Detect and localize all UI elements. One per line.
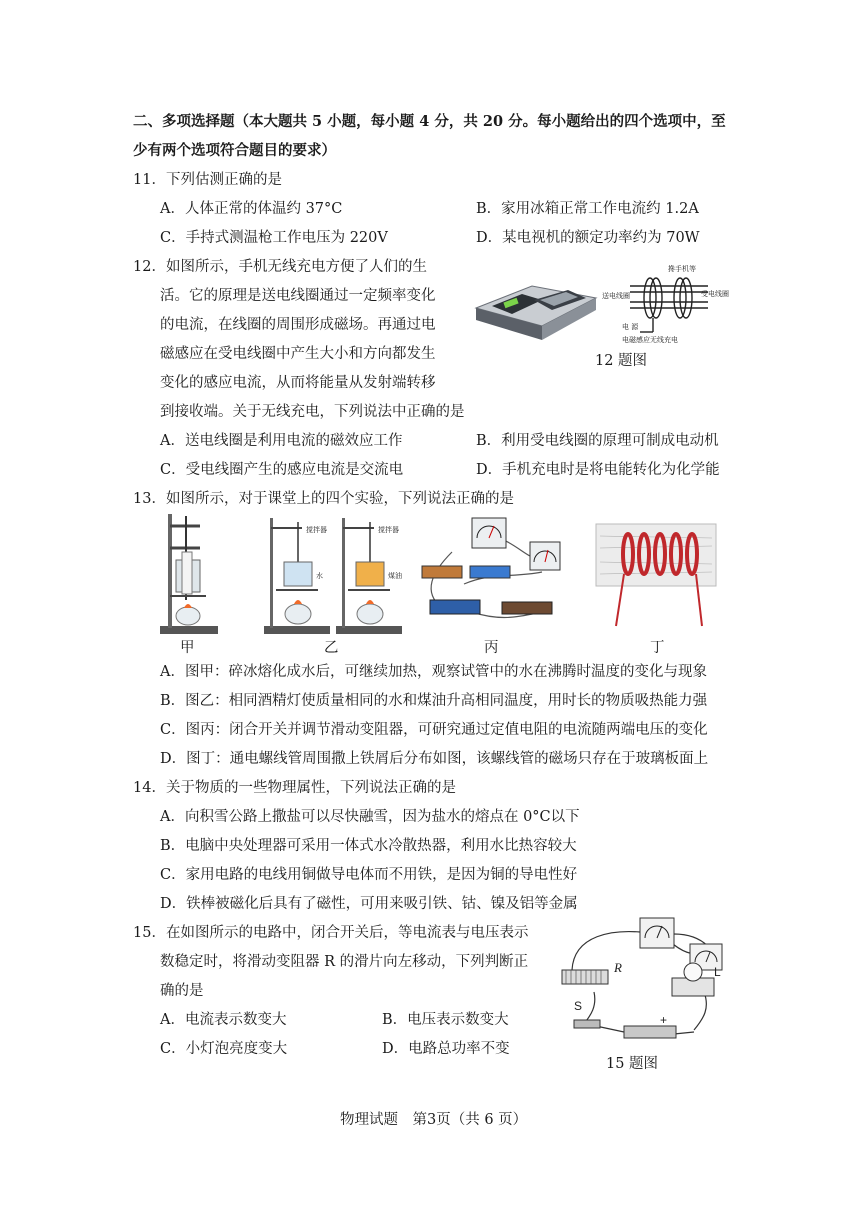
q12-stem-line5: 变化的感应电流，从而将能量从发射端转移: [160, 375, 436, 391]
circuit-figure: [554, 914, 730, 1054]
q15-option-d: D．电路总功率不变: [382, 1041, 510, 1057]
q12-stem-line2: 活。它的原理是送电线圈通过一定频率变化: [160, 288, 436, 304]
q12-stem-line4: 磁感应在受电线圈中产生大小和方向都发生: [160, 346, 436, 362]
experiment-yi-figure: [262, 516, 408, 636]
fig15-label-S: S: [574, 999, 583, 1013]
fig12-label-recv: 受电线圈: [701, 290, 729, 298]
q11-option-d: D．某电视机的额定功率约为 70W: [476, 230, 700, 246]
fig13-water-label: 水: [316, 572, 323, 580]
q11-option-c: C．手持式测温枪工作电压为 220V: [160, 230, 388, 246]
q15-stem-line2: 数稳定时，将滑动变阻器 R 的滑片向左移动，下列判断正: [160, 954, 529, 970]
fig13-stirrer-label-2: 搅拌器: [378, 526, 399, 534]
q14-option-b: B．电脑中央处理器可采用一体式水冷散热器，利用水比热容较大: [160, 838, 577, 854]
q12-figure-caption: 12 题图: [595, 353, 648, 369]
fig15-label-R: R: [614, 960, 622, 975]
q12-stem-line1: 12．如图所示，手机无线充电方便了人们的生: [133, 259, 427, 275]
wireless-coil-diagram: [600, 262, 732, 346]
q14-stem: 14．关于物质的一些物理属性，下列说法正确的是: [133, 780, 456, 796]
fig13-oil-label: 煤油: [388, 572, 402, 580]
q11-option-a: A．人体正常的体温约 37°C: [160, 201, 343, 217]
q15-option-a: A．电流表示数变大: [160, 1012, 287, 1028]
q14-option-a: A．向积雪公路上撒盐可以尽快融雪，因为盐水的熔点在 0°C以下: [160, 809, 580, 825]
fig12-label-bottom: 电磁感应无线充电: [622, 336, 678, 344]
fig12-label-phone: 搀手机等: [668, 265, 696, 273]
page-footer: 物理试题 第3页（共 6 页）: [340, 1112, 528, 1128]
q13-option-a: A．图甲：碎冰熔化成水后，可继续加热，观察试管中的水在沸腾时温度的变化与现象: [160, 664, 707, 680]
experiment-jia-figure: [158, 512, 220, 636]
fig12-label-source: 电 源: [622, 323, 639, 331]
q13-option-c: C．图丙：闭合开关并调节滑动变阻器，可研究通过定值电阻的电流随两端电压的变化: [160, 722, 708, 738]
q11-option-b: B．家用冰箱正常工作电流约 1.2A: [476, 201, 699, 217]
fig15-label-L: L: [714, 965, 721, 979]
section-heading-line1: 二、多项选择题（本大题共 5 小题，每小题 4 分，共 20 分。每小题给出的四个选项中，至: [133, 113, 726, 130]
q13-option-d: D．图丁：通电螺线管周围撒上铁屑后分布如图，该螺线管的磁场只存在于玻璃板面上: [160, 751, 709, 767]
fig13-stirrer-label-1: 搅拌器: [306, 526, 327, 534]
q14-option-c: C．家用电路的电线用铜做导电体而不用铁，是因为铜的导电性好: [160, 867, 578, 883]
fig15-label-plus: +: [660, 1013, 668, 1027]
fig12-label-send: 送电线圈: [602, 292, 630, 300]
q12-option-a: A．送电线圈是利用电流的磁效应工作: [160, 433, 403, 449]
q13-label-bing: 丙: [484, 640, 499, 656]
experiment-ding-figure: [594, 522, 718, 642]
wireless-charger-photo: [472, 278, 598, 348]
q15-figure-caption: 15 题图: [606, 1056, 659, 1072]
q11-stem: 11．下列估测正确的是: [133, 172, 282, 188]
q13-option-b: B．图乙：相同酒精灯使质量相同的水和煤油升高相同温度，用时长的物质吸热能力强: [160, 693, 708, 709]
q12-stem-line3: 的电流，在线圈的周围形成磁场。再通过电: [160, 317, 436, 333]
section-heading-line2: 少有两个选项符合题目的要求）: [133, 142, 336, 159]
experiment-bing-figure: [412, 512, 568, 632]
q15-stem-line1: 15．在如图所示的电路中，闭合开关后，等电流表与电压表示: [133, 925, 529, 941]
q12-option-b: B．利用受电线圈的原理可制成电动机: [476, 433, 719, 449]
q14-option-d: D．铁棒被磁化后具有了磁性，可用来吸引铁、钴、镍及铝等金属: [160, 896, 578, 912]
q12-option-d: D．手机充电时是将电能转化为化学能: [476, 462, 720, 478]
q12-option-c: C．受电线圈产生的感应电流是交流电: [160, 462, 404, 478]
q15-option-b: B．电压表示数变大: [382, 1012, 509, 1028]
q13-label-ding: 丁: [650, 640, 665, 656]
q15-option-c: C．小灯泡亮度变大: [160, 1041, 288, 1057]
q13-label-jia: 甲: [180, 640, 195, 656]
q12-stem-line6: 到接收端。关于无线充电，下列说法中正确的是: [160, 404, 465, 420]
q13-stem: 13．如图所示，对于课堂上的四个实验，下列说法正确的是: [133, 491, 514, 507]
q13-label-yi: 乙: [324, 640, 339, 656]
q15-stem-line3: 确的是: [160, 983, 204, 999]
